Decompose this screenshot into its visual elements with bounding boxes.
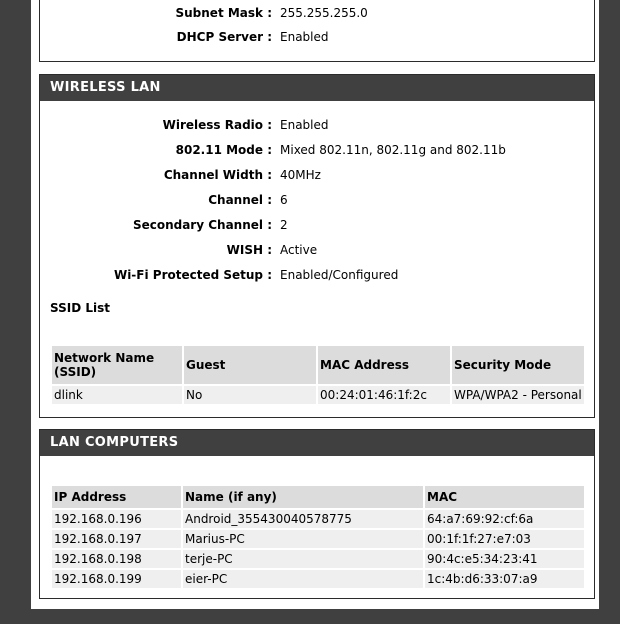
wps-row <box>40 265 594 285</box>
ssid-cell: WPA/WPA2 - Personal <box>452 386 584 404</box>
mode-label: 802.11 Mode : <box>175 143 272 157</box>
table-row <box>52 510 584 528</box>
table-row <box>52 550 584 568</box>
dhcp-server-row <box>40 27 594 47</box>
mode-value: Mixed 802.11n, 802.11g and 802.11b <box>280 143 506 157</box>
ssid-cell: 00:24:01:46:1f:2c <box>318 386 450 404</box>
lan-computers-table <box>50 484 586 590</box>
wireless-lan-section <box>39 74 595 418</box>
wireless-radio-value: Enabled <box>280 118 329 132</box>
lan-cell-name: eier-PC <box>183 570 423 588</box>
channel-value: 6 <box>280 193 288 207</box>
wish-label: WISH : <box>226 243 272 257</box>
wish-value: Active <box>280 243 318 257</box>
ssid-cell: No <box>184 386 316 404</box>
ssid-header-security: Security Mode <box>452 346 584 384</box>
lan-cell-ip: 192.168.0.196 <box>52 510 181 528</box>
secondary-channel-row <box>40 215 594 235</box>
subnet-mask-value: 255.255.255.0 <box>280 6 368 20</box>
wps-value: Enabled/Configured <box>280 268 399 282</box>
ssid-header-network-name: Network Name (SSID) <box>52 346 182 384</box>
lan-cell-ip: 192.168.0.198 <box>52 550 181 568</box>
mode-row <box>40 140 594 160</box>
lan-cell-ip: 192.168.0.199 <box>52 570 181 588</box>
lan-header-name: Name (if any) <box>183 486 423 508</box>
table-row <box>52 530 584 548</box>
lan-computers-title: LAN COMPUTERS <box>40 430 594 456</box>
ssid-list-title: SSID List <box>50 301 110 315</box>
ssid-cell: dlink <box>52 386 182 404</box>
lan-cell-name: Marius-PC <box>183 530 423 548</box>
dhcp-server-label: DHCP Server : <box>176 30 272 44</box>
wireless-radio-label: Wireless Radio : <box>162 118 272 132</box>
channel-label: Channel : <box>208 193 272 207</box>
lan-cell-mac: 90:4c:e5:34:23:41 <box>425 550 584 568</box>
dhcp-server-value: Enabled <box>280 30 329 44</box>
lan-cell-name: Android_355430040578775 <box>183 510 423 528</box>
channel-width-label: Channel Width : <box>163 168 272 182</box>
wps-label: Wi-Fi Protected Setup : <box>113 268 272 282</box>
table-row <box>52 570 584 588</box>
lan-table-header <box>52 486 584 508</box>
lan-header-ip: IP Address <box>52 486 181 508</box>
lan-cell-mac: 00:1f:1f:27:e7:03 <box>425 530 584 548</box>
ssid-header-mac: MAC Address <box>318 346 450 384</box>
page-footer-bar <box>0 609 620 624</box>
network-settings-section <box>39 0 595 62</box>
table-row <box>52 386 584 404</box>
secondary-channel-label: Secondary Channel : <box>132 218 272 232</box>
ssid-header-guest: Guest <box>184 346 316 384</box>
lan-cell-ip: 192.168.0.197 <box>52 530 181 548</box>
subnet-mask-label: Subnet Mask : <box>175 6 272 20</box>
ssid-table-header <box>52 346 584 384</box>
wireless-radio-row <box>40 115 594 135</box>
lan-header-mac: MAC <box>425 486 584 508</box>
subnet-mask-row <box>40 3 594 23</box>
lan-cell-name: terje-PC <box>183 550 423 568</box>
channel-width-value: 40MHz <box>280 168 321 182</box>
channel-width-row <box>40 165 594 185</box>
wish-row <box>40 240 594 260</box>
lan-cell-mac: 1c:4b:d6:33:07:a9 <box>425 570 584 588</box>
lan-computers-section <box>39 429 595 599</box>
channel-row <box>40 190 594 210</box>
ssid-table <box>50 344 586 406</box>
lan-cell-mac: 64:a7:69:92:cf:6a <box>425 510 584 528</box>
secondary-channel-value: 2 <box>280 218 288 232</box>
wireless-lan-title: WIRELESS LAN <box>40 75 594 101</box>
